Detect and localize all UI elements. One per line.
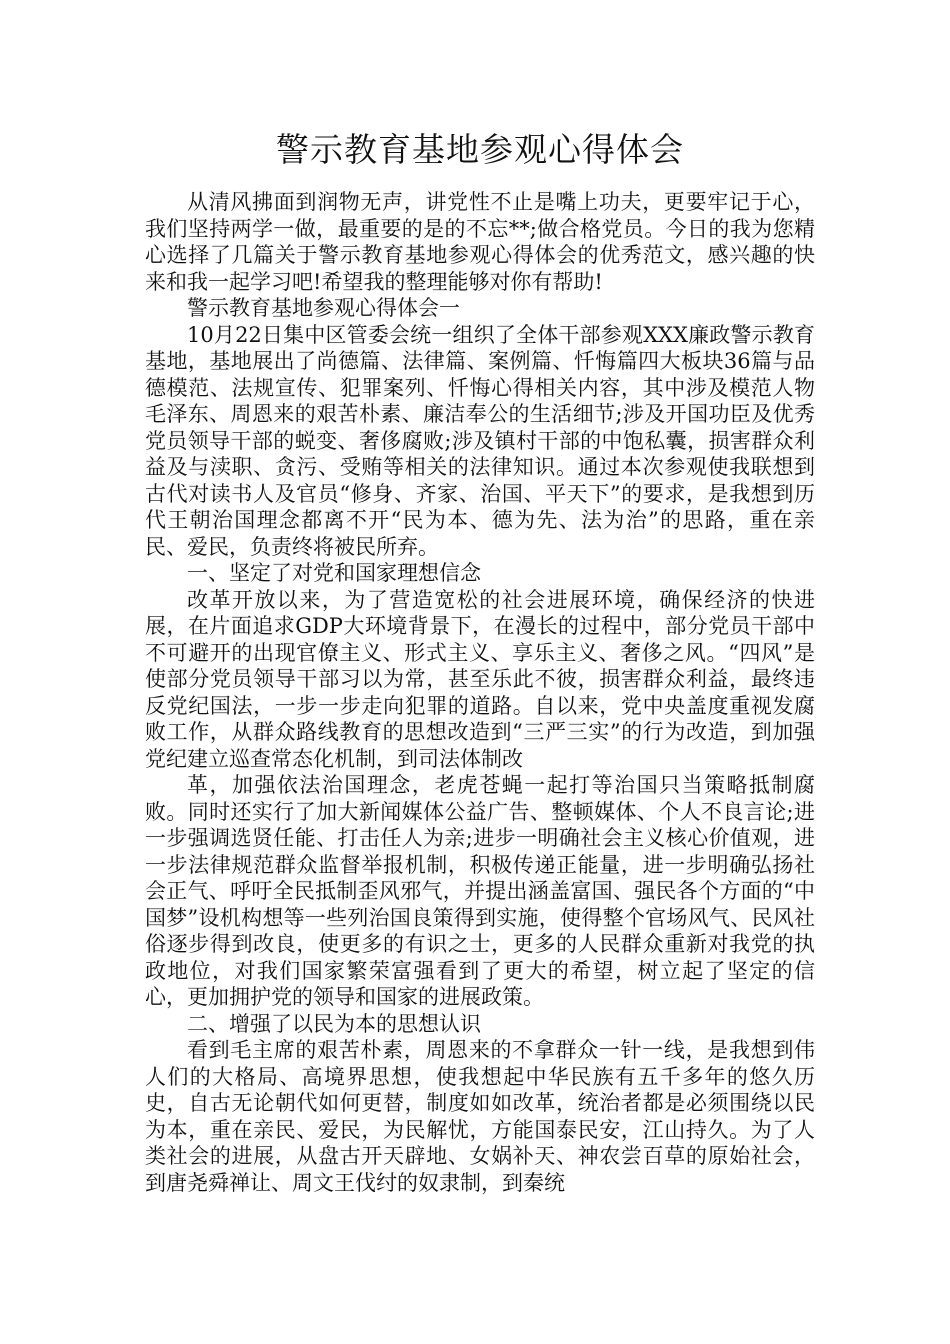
section-heading: 警示教育基地参观心得体会一	[187, 296, 460, 320]
body-paragraph: 改革开放以来，为了营造宽松的社会进展环境，确保经济的快进展，在片面追求GDP大环境背景下，在漫长的过程中，部分党员干部中不可避开的出现官僚主义、形式主义、享乐主义、奢侈之风。“四风”是使部分党员领导干部习以为常，甚至乐此不彼，损害群众利益，最终违反党纪国法，一步一步走向犯罪的道路。自以来，党中央盖度重视发腐败工作，从群众路线教育的思想改造到“三严三实”的行为改造，到加强党纪建立巡查常态化机制，到司法体制改	[145, 587, 815, 771]
intro-paragraph: 从清风拂面到润物无声，讲党性不止是嘴上功夫，更要牢记于心，我们坚持两学一做，最重要的是的不忘**;做合格党员。今日的我为您精心选择了几篇关于警示教育基地参观心得体会的优秀范文，感兴趣的快来和我一起学习吧!希望我的整理能够对你有帮助!	[145, 190, 815, 294]
body-paragraph: 革，加强依法治国理念，老虎苍蝇一起打等治国只当策略抵制腐败。同时还实行了加大新闻媒体公益广告、整顿媒体、个人不良言论;进一步强调选贤任能、打击任人为亲;进步一明确社会主义核心价值观，进一步法律规范群众监督举报机制，积极传递正能量，进一步明确弘扬社会正气、呼吁全民抵制歪风邪气，并提出涵盖富国、强民各个方面的“中国梦”设机构想等一些列治国良策得到实施，使得整个官场风气、民风社俗逐步得到改良，使更多的有识之士，更多的人民群众重新对我党的执政地位，对我们国家繁荣富强看到了更大的希望，树立起了坚定的信心，更加拥护党的领导和国家的进展政策。	[145, 773, 815, 1009]
document-title: 警示教育基地参观心得体会	[276, 130, 684, 169]
body-paragraph: 看到毛主席的艰苦朴素，周恩来的不拿群众一针一线，是我想到伟人们的大格局、高境界思想，使我想起中华民族有五千多年的悠久历史，自古无论朝代如何更替，制度如如改革，统治者都是必须围绕以民为本，重在亲民、爱民，为民解忧，方能国泰民安，江山持久。为了人类社会的进展，从盘古开天辟地、女娲补天、神农尝百草的原始社会，到唐尧舜禅让、周文王伐纣的奴隶制，到秦统	[145, 1038, 815, 1195]
section-heading: 二、增强了以民为本的思想认识	[187, 1011, 481, 1036]
body-paragraph: 10月22日集中区管委会统一组织了全体干部参观XXX廉政警示教育基地，基地展出了尚德篇、法律篇、案例篇、忏悔篇四大板块36篇与品德模范、法规宣传、犯罪案列、忏悔心得相关内容，其中涉及模范人物毛泽东、周恩来的艰苦朴素、廉洁奉公的生活细节;涉及开国功臣及优秀党员领导干部的蜕变、奢侈腐败;涉及镇村干部的中饱私囊，损害群众利益及与渎职、贪污、受贿等相关的法律知识。通过本次参观使我联想到古代对读书人及官员“修身、齐家、治国、平天下”的要求，是我想到历代王朝治国理念都离不开“民为本、德为先、法为治”的思路，重在亲民、爱民，负责终将被民所弃。	[145, 322, 815, 559]
document-page	[145, 125, 815, 1196]
section-heading: 一、坚定了对党和国家理想信念	[187, 561, 481, 585]
